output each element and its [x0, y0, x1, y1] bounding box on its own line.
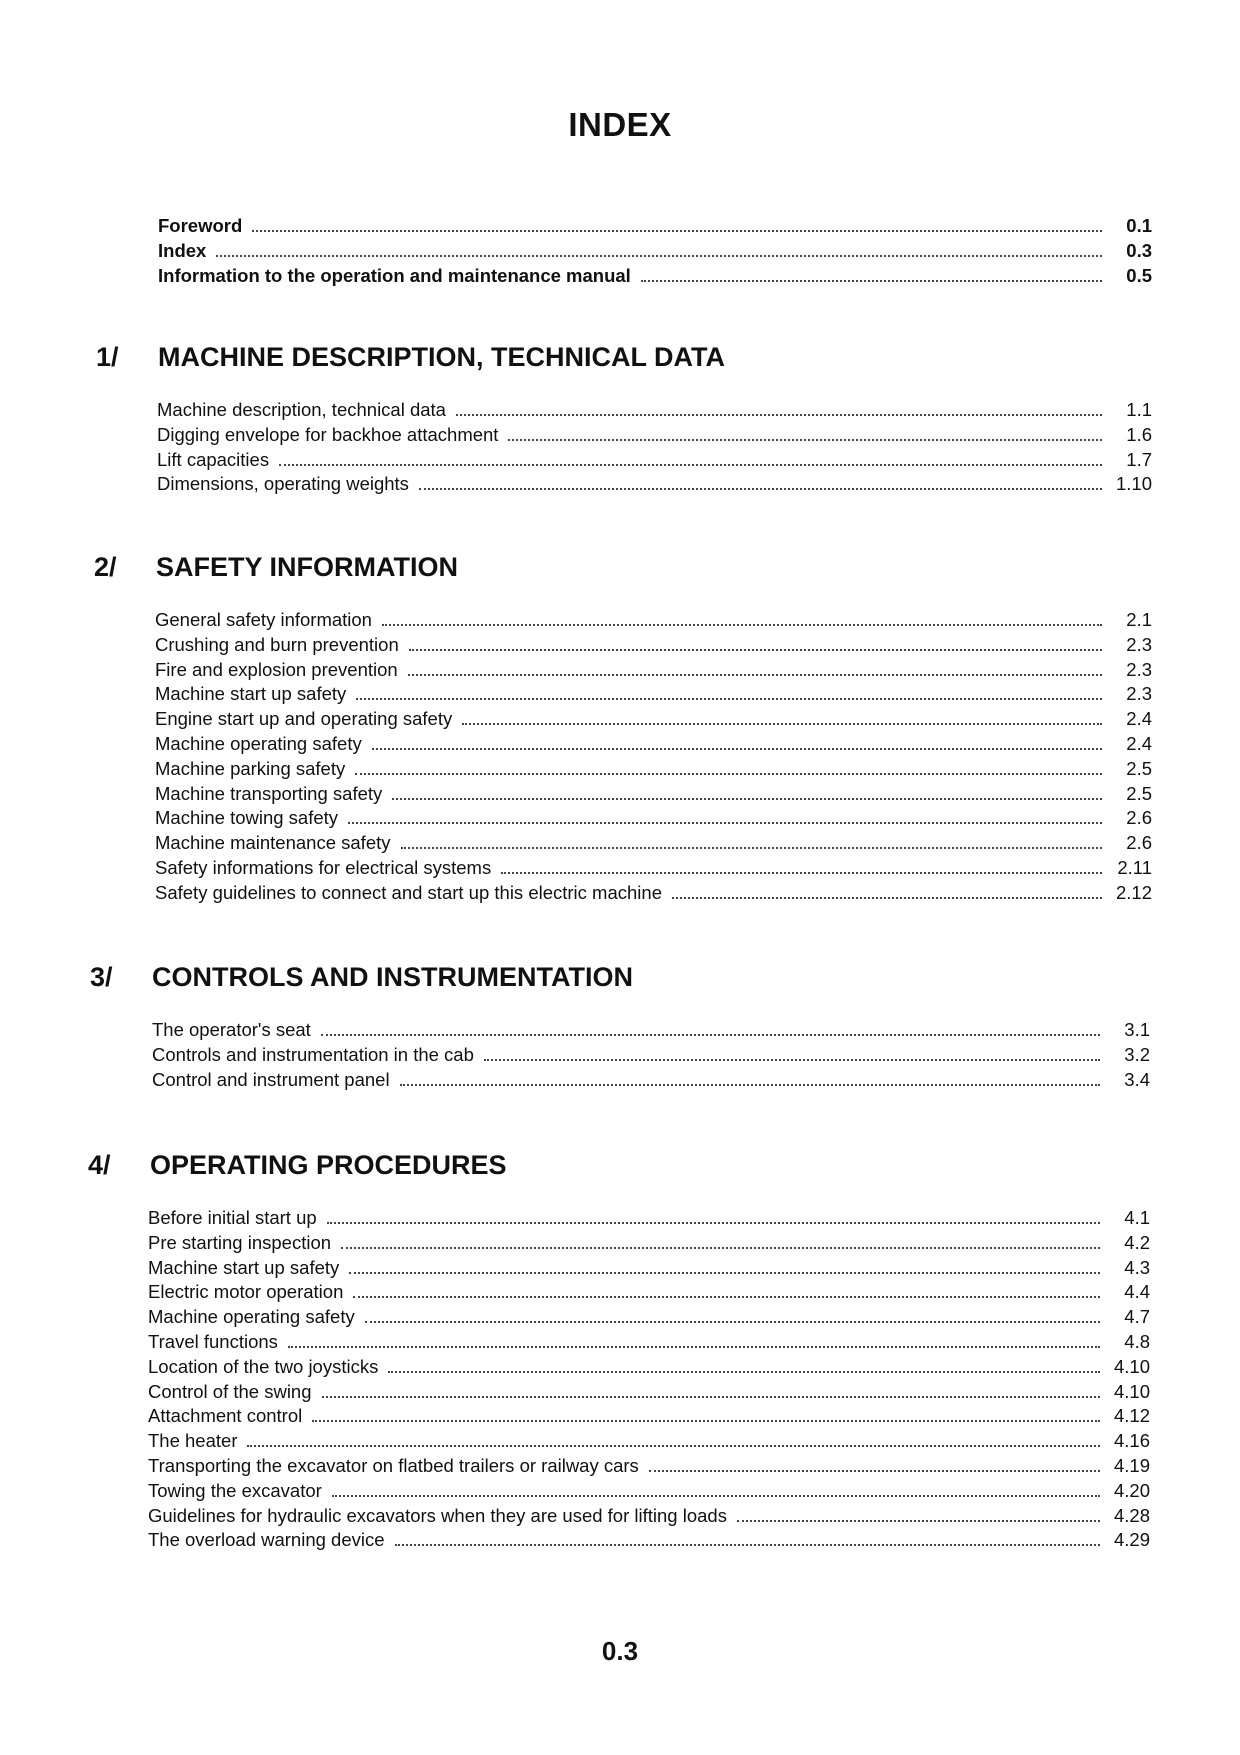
- toc-entry-label: General safety information: [155, 609, 372, 630]
- leader-dots: [279, 464, 1102, 466]
- section-entries: [157, 399, 1152, 498]
- toc-entry-page: 1.6: [1126, 423, 1152, 445]
- leader-dots: [252, 230, 1102, 232]
- section-number: 3/: [90, 962, 113, 992]
- toc-entry-label: Control of the swing: [148, 1380, 312, 1402]
- toc-entry[interactable]: [155, 807, 1152, 832]
- toc-entry-label: Safety guidelines to connect and start up this electric machine: [155, 881, 662, 903]
- toc-entry-label: Guidelines for hydraulic excavators when they are used for lifting loads: [148, 1504, 727, 1526]
- section-entries: [148, 1207, 1150, 1554]
- toc-entry[interactable]: [158, 265, 1152, 290]
- toc-entry[interactable]: [155, 733, 1152, 758]
- leader-dots: [400, 1084, 1100, 1086]
- toc-entry-page: 4.12: [1113, 1405, 1150, 1427]
- leader-dots: [501, 872, 1102, 874]
- section-title: CONTROLS AND INSTRUMENTATION: [152, 962, 633, 992]
- toc-entry-label: Attachment control: [148, 1405, 303, 1427]
- section-heading: [90, 962, 1240, 1002]
- toc-entry-label: Travel functions: [148, 1330, 278, 1352]
- toc-entry-page: 4.10: [1113, 1380, 1150, 1402]
- leader-dots: [247, 1445, 1100, 1447]
- toc-entry[interactable]: [148, 1281, 1150, 1306]
- leader-dots: [456, 414, 1102, 416]
- toc-entry-page: 0.5: [1126, 264, 1152, 286]
- toc-entry[interactable]: [152, 1044, 1150, 1069]
- toc-entry-page: 4.10: [1113, 1355, 1150, 1377]
- leader-dots: [321, 1034, 1100, 1036]
- section-title: MACHINE DESCRIPTION, TECHNICAL DATA: [158, 342, 725, 372]
- toc-entry-page: 2.1: [1126, 609, 1152, 630]
- toc-entry[interactable]: [148, 1381, 1150, 1406]
- leader-dots: [365, 1321, 1100, 1323]
- toc-entry-label: Before initial start up: [148, 1207, 317, 1228]
- leader-dots: [649, 1470, 1100, 1472]
- leader-dots: [332, 1495, 1100, 1497]
- toc-entry-label: Machine operating safety: [148, 1306, 355, 1328]
- toc-entry-page: 2.6: [1126, 807, 1152, 829]
- section-number: 1/: [96, 342, 119, 372]
- toc-entry-label: The operator's seat: [152, 1019, 311, 1040]
- leader-dots: [353, 1296, 1100, 1298]
- leader-dots: [737, 1520, 1100, 1522]
- toc-entry-label: Safety informations for electrical systems: [155, 856, 492, 878]
- toc-entry-label: Machine description, technical data: [157, 399, 446, 420]
- toc-entry-label: Digging envelope for backhoe attachment: [157, 423, 499, 445]
- leader-dots: [672, 897, 1102, 899]
- toc-entry-label: Towing the excavator: [148, 1479, 322, 1501]
- toc-entry-label: Electric motor operation: [148, 1281, 344, 1303]
- section-heading: [94, 552, 1240, 592]
- toc-entry-label: Foreword: [158, 215, 243, 236]
- toc-entry[interactable]: [158, 215, 1152, 240]
- toc-entry[interactable]: [155, 609, 1152, 634]
- toc-entry-label: Engine start up and operating safety: [155, 708, 453, 730]
- toc-entry-page: 0.3: [1126, 239, 1152, 261]
- intro-block: [0, 215, 1240, 289]
- toc-entry-page: 2.4: [1126, 708, 1152, 730]
- leader-dots: [322, 1396, 1100, 1398]
- leader-dots: [341, 1247, 1100, 1249]
- toc-entry-label: Machine towing safety: [155, 807, 339, 829]
- leader-dots: [641, 280, 1102, 282]
- toc-entry[interactable]: [148, 1529, 1150, 1554]
- toc-entry-page: 1.10: [1115, 473, 1152, 495]
- section-heading: [88, 1150, 1240, 1190]
- toc-entry[interactable]: [148, 1356, 1150, 1381]
- leader-dots: [419, 488, 1102, 490]
- leader-dots: [382, 624, 1102, 626]
- page-title: INDEX: [568, 106, 672, 143]
- toc-entry-page: 2.4: [1126, 732, 1152, 754]
- toc-entry[interactable]: [148, 1257, 1150, 1282]
- toc-entry-page: 2.11: [1117, 856, 1152, 878]
- section-title: OPERATING PROCEDURES: [150, 1150, 507, 1180]
- section-safety-information: [0, 552, 1240, 907]
- leader-dots: [327, 1222, 1100, 1224]
- toc-entry-page: 2.3: [1126, 658, 1152, 680]
- toc-entry-label: Machine start up safety: [155, 683, 347, 705]
- toc-entry-page: 4.16: [1113, 1430, 1150, 1452]
- toc-entry-page: 1.1: [1126, 399, 1152, 420]
- toc-entry-page: 4.2: [1124, 1231, 1150, 1253]
- toc-entry-page: 2.5: [1126, 757, 1152, 779]
- toc-entry[interactable]: [155, 857, 1152, 882]
- toc-entry[interactable]: [148, 1405, 1150, 1430]
- leader-dots: [395, 1544, 1100, 1546]
- toc-entry-page: 0.1: [1126, 215, 1152, 236]
- toc-entry-label: Machine transporting safety: [155, 782, 383, 804]
- toc-entry[interactable]: [148, 1505, 1150, 1530]
- toc-entry[interactable]: [155, 659, 1152, 684]
- section-entries: [152, 1019, 1150, 1093]
- toc-entry-page: 4.3: [1124, 1256, 1150, 1278]
- toc-entry-page: 4.7: [1124, 1306, 1150, 1328]
- section-entries: [155, 609, 1152, 907]
- toc-entry[interactable]: [158, 240, 1152, 265]
- leader-dots: [355, 773, 1102, 775]
- toc-entry[interactable]: [155, 758, 1152, 783]
- toc-entry[interactable]: [155, 882, 1152, 907]
- toc-entry[interactable]: [152, 1069, 1150, 1094]
- toc-entry[interactable]: [155, 708, 1152, 733]
- section-machine-description: [0, 342, 1240, 498]
- toc-entry[interactable]: [157, 424, 1152, 449]
- toc-entry-label: Machine start up safety: [148, 1256, 340, 1278]
- toc-entry-label: Lift capacities: [157, 448, 270, 470]
- toc-entry-label: Crushing and burn prevention: [155, 633, 399, 655]
- toc-entry[interactable]: [148, 1306, 1150, 1331]
- section-number: 2/: [94, 552, 117, 582]
- toc-entry-label: Machine operating safety: [155, 732, 362, 754]
- toc-entry-label: Location of the two joysticks: [148, 1355, 379, 1377]
- toc-entry-page: 4.1: [1124, 1207, 1150, 1228]
- toc-entry-label: Information to the operation and maintenance manual: [158, 264, 631, 286]
- leader-dots: [348, 822, 1102, 824]
- leader-dots: [484, 1059, 1100, 1061]
- toc-entry-page: 4.20: [1113, 1479, 1150, 1501]
- toc-entry[interactable]: [155, 683, 1152, 708]
- toc-entry-label: Controls and instrumentation in the cab: [152, 1043, 474, 1065]
- section-operating-procedures: [0, 1150, 1240, 1554]
- toc-entry-page: 3.4: [1124, 1068, 1150, 1090]
- toc-entry[interactable]: [148, 1232, 1150, 1257]
- toc-entry[interactable]: [155, 783, 1152, 808]
- toc-entry[interactable]: [155, 634, 1152, 659]
- toc-entry-label: Transporting the excavator on flatbed trailers or railway cars: [148, 1454, 639, 1476]
- toc-entry-label: Fire and explosion prevention: [155, 658, 398, 680]
- toc-entry-label: Pre starting inspection: [148, 1231, 332, 1253]
- toc-entry[interactable]: [148, 1331, 1150, 1356]
- toc-entry[interactable]: [148, 1455, 1150, 1480]
- section-title: SAFETY INFORMATION: [156, 552, 458, 582]
- toc-entry[interactable]: [155, 832, 1152, 857]
- toc-entry[interactable]: [148, 1207, 1150, 1232]
- leader-dots: [462, 723, 1102, 725]
- toc-entry-page: 4.8: [1124, 1330, 1150, 1352]
- leader-dots: [356, 698, 1102, 700]
- leader-dots: [372, 748, 1102, 750]
- toc-entry-page: 2.3: [1126, 633, 1152, 655]
- toc-entry-label: Machine parking safety: [155, 757, 346, 779]
- leader-dots: [288, 1346, 1100, 1348]
- toc-entry-label: Index: [158, 239, 207, 261]
- leader-dots: [349, 1272, 1100, 1274]
- leader-dots: [508, 439, 1102, 441]
- toc-entry[interactable]: [148, 1480, 1150, 1505]
- intro-list: [158, 215, 1152, 289]
- toc-entry-page: 4.19: [1113, 1454, 1150, 1476]
- toc-entry-label: The overload warning device: [148, 1529, 385, 1551]
- toc-entry-label: Dimensions, operating weights: [157, 473, 409, 495]
- toc-entry-page: 2.3: [1126, 683, 1152, 705]
- toc-entry-label: Control and instrument panel: [152, 1068, 390, 1090]
- toc-entry-page: 4.28: [1113, 1504, 1150, 1526]
- page-number: 0.3: [601, 1636, 639, 1666]
- section-heading: [96, 342, 1240, 382]
- toc-entry-page: 2.12: [1115, 881, 1152, 903]
- section-controls-instrumentation: [0, 962, 1240, 1093]
- leader-dots: [408, 674, 1102, 676]
- toc-entry[interactable]: [157, 399, 1152, 424]
- leader-dots: [216, 255, 1102, 257]
- toc-entry-label: Machine maintenance safety: [155, 832, 391, 854]
- leader-dots: [401, 847, 1103, 849]
- leader-dots: [388, 1371, 1100, 1373]
- toc-entry-page: 2.5: [1126, 782, 1152, 804]
- leader-dots: [392, 798, 1102, 800]
- section-number: 4/: [88, 1150, 111, 1180]
- toc-entry-label: The heater: [148, 1430, 238, 1452]
- toc-entry-page: 2.6: [1126, 832, 1152, 854]
- toc-entry-page: 1.7: [1126, 448, 1152, 470]
- toc-entry[interactable]: [157, 449, 1152, 474]
- toc-entry-page: 3.1: [1124, 1019, 1150, 1040]
- toc-entry[interactable]: [157, 473, 1152, 498]
- leader-dots: [409, 649, 1102, 651]
- toc-entry[interactable]: [148, 1430, 1150, 1455]
- leader-dots: [312, 1420, 1100, 1422]
- toc-entry-page: 4.29: [1113, 1529, 1150, 1551]
- toc-entry-page: 3.2: [1124, 1043, 1150, 1065]
- toc-entry-page: 4.4: [1124, 1281, 1150, 1303]
- toc-entry[interactable]: [152, 1019, 1150, 1044]
